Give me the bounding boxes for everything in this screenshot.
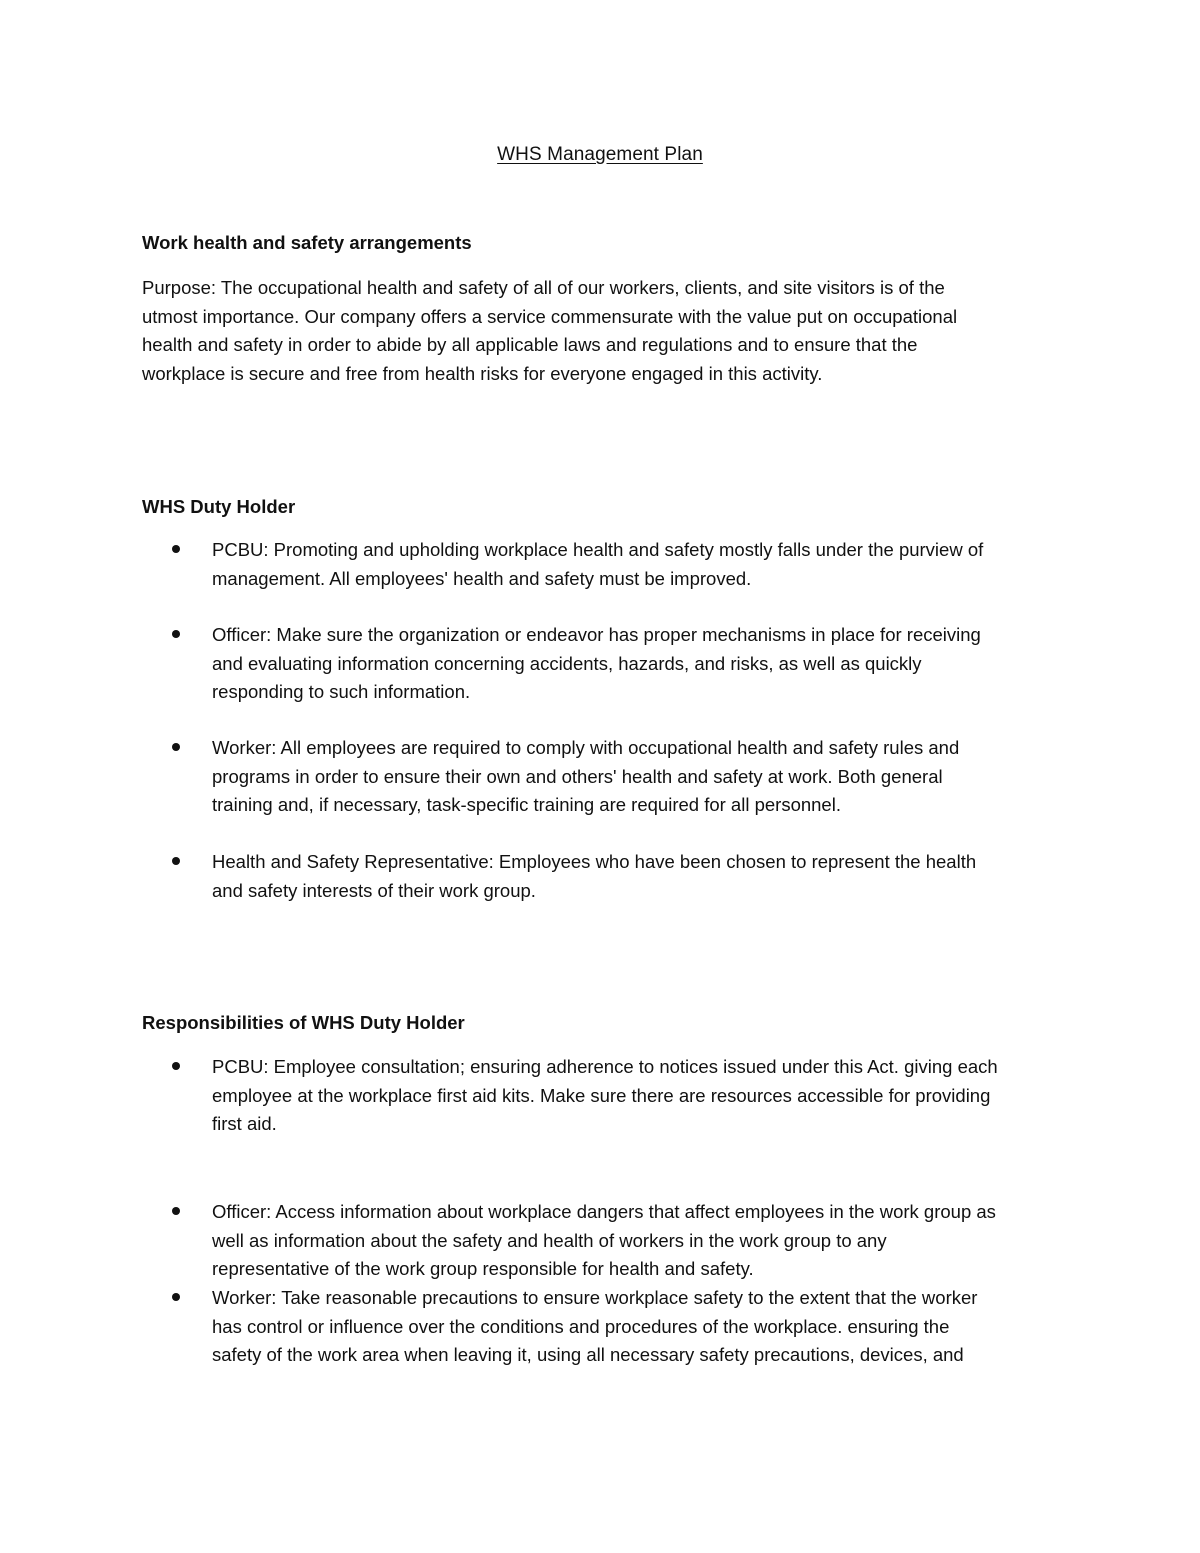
paragraph-line: health and safety in order to abide by all applicable laws and regulations and to ensure that the [142,334,918,355]
list-item-text [212,734,1072,820]
list-item-line: Health and Safety Representative: Employees who have been chosen to represent the health [212,851,977,872]
bullet-icon [172,743,180,751]
bullet-icon [172,1293,180,1301]
list-item-text [212,1198,1072,1284]
list-item-line: and safety interests of their work group. [212,879,536,901]
list-item-line: Worker: Take reasonable precautions to ensure workplace safety to the extent that the worker [212,1287,978,1308]
paragraph-line: Purpose: The occupational health and safety of all of our workers, clients, and site visitors is of the [142,277,945,298]
list-item-text [212,536,1072,593]
paragraph-line: workplace is secure and free from health risks for everyone engaged in this activity. [142,362,823,384]
list-item-line: management. All employees' health and safety must be improved. [212,567,752,589]
bullet-icon [172,545,180,553]
purpose-paragraph [142,274,1042,388]
paragraph-line: utmost importance. Our company offers a service commensurate with the value put on occupational [142,305,958,327]
list-item-line: representative of the work group responsible for health and safety. [212,1258,754,1279]
list-item-line: Officer: Access information about workplace dangers that affect employees in the work group as [212,1201,996,1222]
list-item-line: responding to such information. [212,681,471,702]
list-item-line: Worker: All employees are required to comply with occupational health and safety rules and [212,737,960,758]
page-title: WHS Management Plan [497,144,703,165]
list-item-line: and evaluating information concerning accidents, hazards, and risks, as well as quickly [212,652,922,674]
section-heading-arrangements: Work health and safety arrangements [142,232,472,253]
list-item-line: has control or influence over the conditions and procedures of the workplace. ensuring the [212,1315,950,1337]
list-item-line: programs in order to ensure their own and others' health and safety at work. Both general [212,765,943,787]
list-item-line: Officer: Make sure the organization or endeavor has proper mechanisms in place for receiving [212,624,981,645]
list-item-line: well as information about the safety and health of workers in the work group to any [212,1229,887,1251]
section-heading-duty-holder: WHS Duty Holder [142,496,296,517]
list-item-line: PCBU: Employee consultation; ensuring adherence to notices issued under this Act. giving each [212,1056,998,1077]
bullet-icon [172,1062,180,1070]
list-item-line: first aid. [212,1113,277,1134]
list-item-line: employee at the workplace first aid kits. Make sure there are resources accessible for providing [212,1084,991,1106]
bullet-icon [172,630,180,638]
bullet-icon [172,857,180,865]
list-item-line: training and, if necessary, task-specific training are required for all personnel. [212,794,841,815]
list-item-line: safety of the work area when leaving it, using all necessary safety precautions, devices, and [212,1344,964,1365]
section-heading-responsibilities: Responsibilities of WHS Duty Holder [142,1012,465,1033]
list-item-text [212,1053,1072,1139]
list-item-text [212,621,1072,707]
bullet-icon [172,1207,180,1215]
list-item-text [212,1284,1072,1370]
list-item-line: PCBU: Promoting and upholding workplace health and safety mostly falls under the purview of [212,539,984,560]
list-item-text [212,848,1072,905]
